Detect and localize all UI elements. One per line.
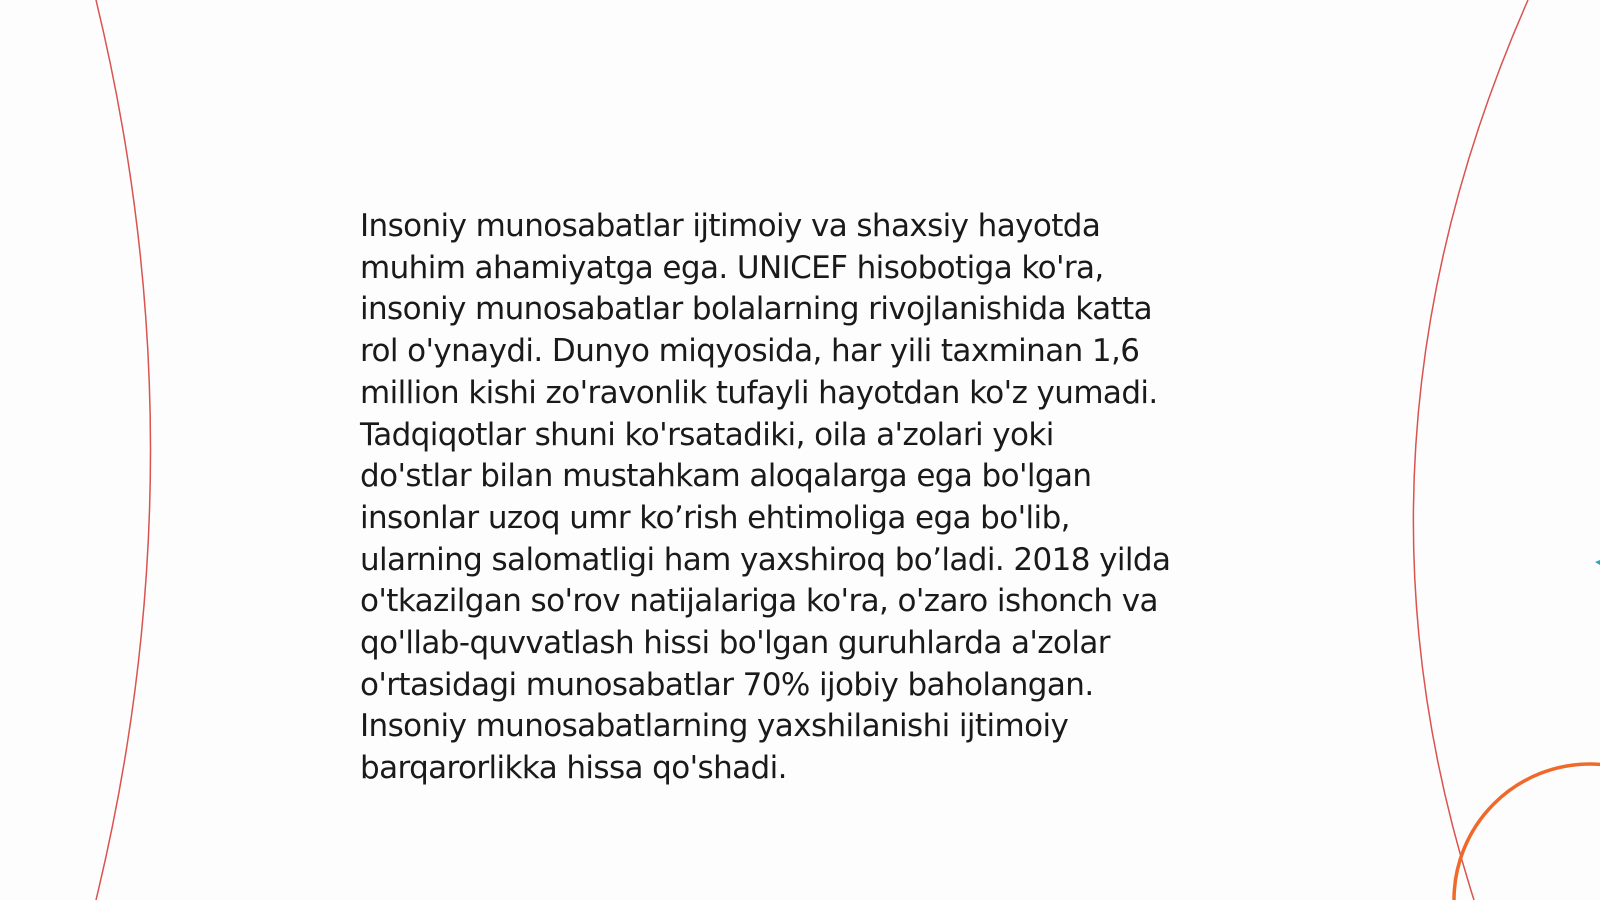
corner-circle (1454, 764, 1600, 900)
accent-mark (1595, 560, 1600, 565)
right-arc (1413, 0, 1528, 900)
body-text: Insoniy munosabatlar ijtimoiy va shaxsiy hayotda muhim ahamiyatga ega. UNICEF hisobotiga ko'ra, insoniy munosabatlar bolalarning rivojlanishida katta rol o'ynaydi. Dunyo miqyosida, har yili taxminan 1,6 million kishi zo'ravonlik tufayli hayotdan ko'z yumadi. Tadqiqotlar shuni ko'rsatadiki, oila a'zolari yoki do'stlar bilan mustahkam aloqalarga ega bo'lgan insonlar uzoq umr ko’rish ehtimoliga ega bo'lib, ularning salomatligi ham yaxshiroq bo’ladi. 2018 yilda o'tkazilgan so'rov natijalariga ko'ra, o'zaro ishonch va qo'llab-quvvatlash hissi bo'lgan guruhlarda a'zolar o'rtasidagi munosabatlar 70% ijobiy baholangan. Insoniy munosabatlarning yaxshilanishi ijtimoiy barqarorlikka hissa qo'shadi. (360, 208, 1171, 787)
left-arc (96, 0, 151, 900)
